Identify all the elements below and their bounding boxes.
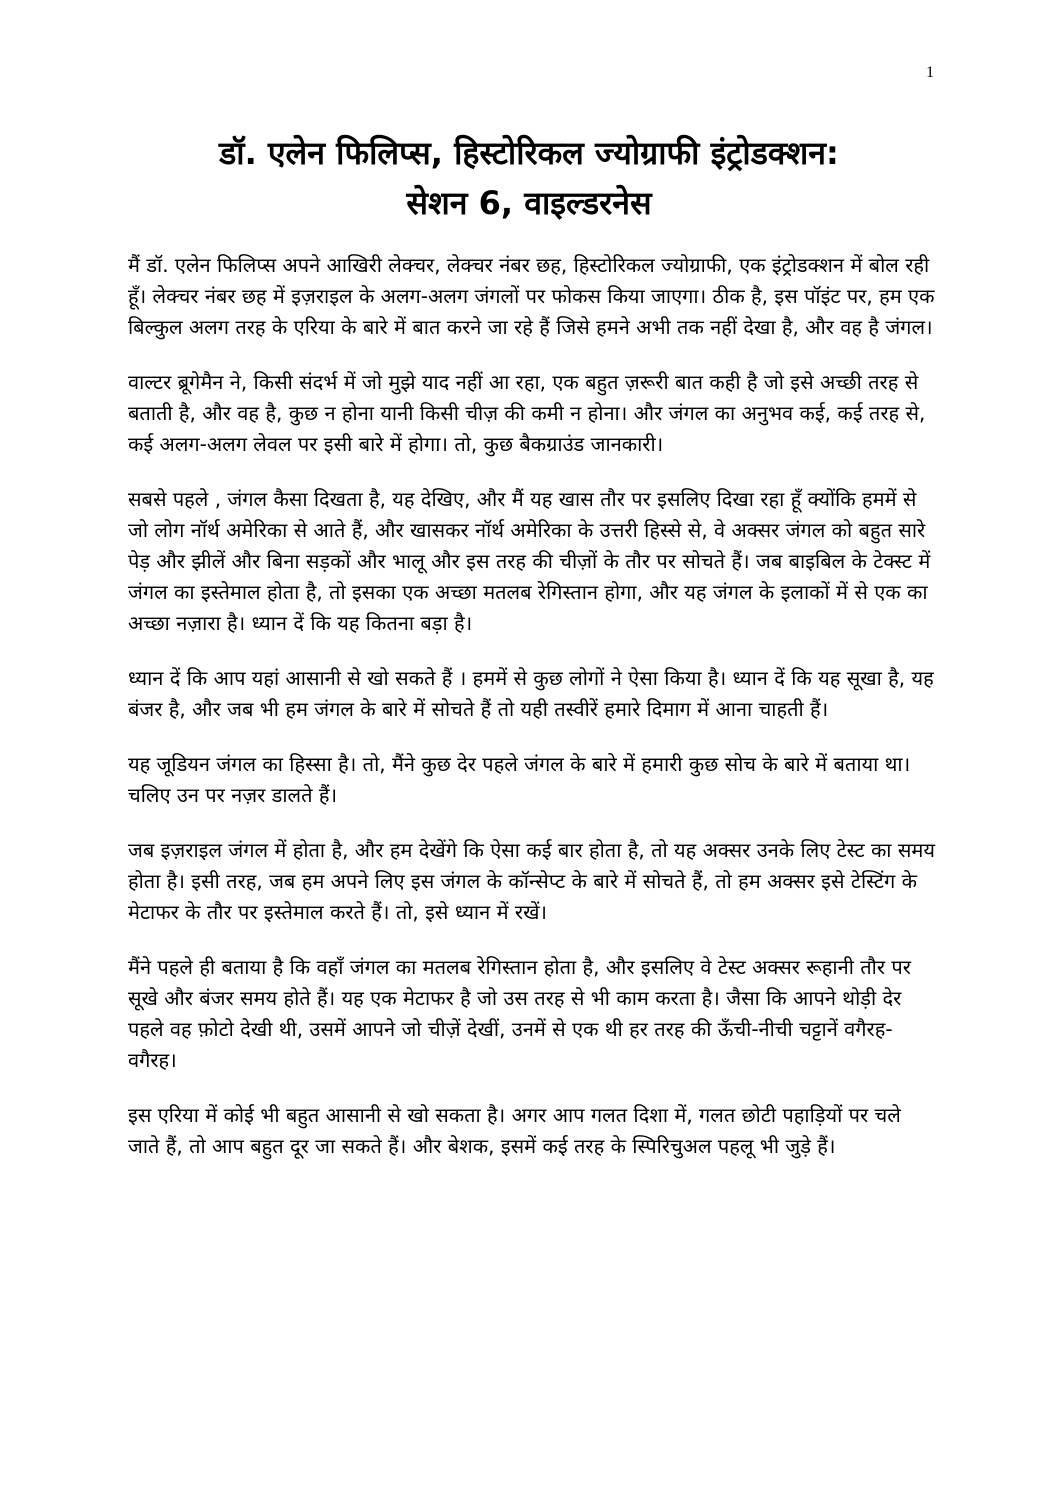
document-body	[128, 250, 936, 1186]
paragraph: वाल्टर ब्रूगेमैन ने, किसी संदर्भ में जो मुझे याद नहीं आ रहा, एक बहुत ज़रूरी बात कही है जो इसे अच्छी तरह से बताती है, और वह है, कुछ न होना यानी किसी चीज़ की कमी न होना। और जंगल का अनुभव कई, कई तरह से, कई अलग-अलग लेवल पर इसी बारे में होगा। तो, कुछ बैकग्राउंड जानकारी।	[128, 370, 926, 456]
paragraph: यह जूडियन जंगल का हिस्सा है। तो, मैंने कुछ देर पहले जंगल के बारे में हमारी कुछ सोच के बारे में बताया था। चलिए उन पर नज़र डालते हैं।	[128, 752, 911, 807]
document-title	[100, 128, 958, 228]
paragraph: इस एरिया में कोई भी बहुत आसानी से खो सकता है। अगर आप गलत दिशा में, गलत छोटी पहाड़ियों पर चले जाते हैं, तो आप बहुत दूर जा सकते हैं। और बेशक, इसमें कई तरह के स्पिरिचुअल पहलू भी जुड़े हैं।	[128, 1103, 901, 1158]
title-line-1: डॉ. एलेन फिलिप्स, हिस्टोरिकल ज्योग्राफी इंट्रोडक्शन:	[219, 134, 839, 172]
title-line-2: सेशन 6, वाइल्डरनेस	[406, 184, 652, 222]
paragraph: मैंने पहले ही बताया है कि वहाँ जंगल का मतलब रेगिस्तान होता है, और इसलिए वे टेस्ट अक्सर रूहानी तौर पर सूखे और बंजर समय होते हैं। यह एक मेटाफर है जो उस तरह से भी काम करता है। जैसा कि आपने थोड़ी देर पहले वह फ़ोटो देखी थी, उसमें आपने जो चीज़ें देखीं, उनमें से एक थी हर तरह की ऊँची-नीची चट्टानें वगैरह-वगैरह।	[128, 955, 911, 1072]
page-number: 1	[926, 64, 934, 81]
paragraph: ध्यान दें कि आप यहां आसानी से खो सकते हैं । हममें से कुछ लोगों ने ऐसा किया है। ध्यान दें कि यह सूखा है, यह बंजर है, और जब भी हम जंगल के बारे में सोचते हैं तो यही तस्वीरें हमारे दिमाग में आना चाहती हैं।	[128, 666, 934, 721]
paragraph: सबसे पहले , जंगल कैसा दिखता है, यह देखिए, और मैं यह खास तौर पर इसलिए दिखा रहा हूँ क्योंकि हममें से जो लोग नॉर्थ अमेरिका से आते हैं, और खासकर नॉर्थ अमेरिका के उत्तरी हिस्से से, वे अक्सर जंगल को बहुत सारे पेड़ और झीलें और बिना सड़कों और भालू और इस तरह की चीज़ों के तौर पर सोचते हैं। जब बाइबिल के टेक्स्ट में जंगल का इस्तेमाल होता है, तो इसका एक अच्छा मतलब रेगिस्तान होगा, और यह जंगल के इलाकों में से एक का अच्छा नज़ारा है। ध्यान दें कि यह कितना बड़ा है।	[128, 487, 931, 635]
paragraph: मैं डॉ. एलेन फिलिप्स अपने आखिरी लेक्चर, लेक्चर नंबर छह, हिस्टोरिकल ज्योग्राफी, एक इंट्रोडक्शन में बोल रही हूँ। लेक्चर नंबर छह में इज़राइल के अलग-अलग जंगलों पर फोकस किया जाएगा। ठीक है, इस पॉइंट पर, हम एक बिल्कुल अलग तरह के एरिया के बारे में बात करने जा रहे हैं जिसे हमने अभी तक नहीं देखा है, और वह है जंगल।	[128, 253, 935, 339]
paragraph: जब इज़राइल जंगल में होता है, और हम देखेंगे कि ऐसा कई बार होता है, तो यह अक्सर उनके लिए टेस्ट का समय होता है। इसी तरह, जब हम अपने लिए इस जंगल के कॉन्सेप्ट के बारे में सोचते हैं, तो हम अक्सर इसे टेस्टिंग के मेटाफर के तौर पर इस्तेमाल करते हैं। तो, इसे ध्यान में रखें।	[128, 838, 935, 924]
